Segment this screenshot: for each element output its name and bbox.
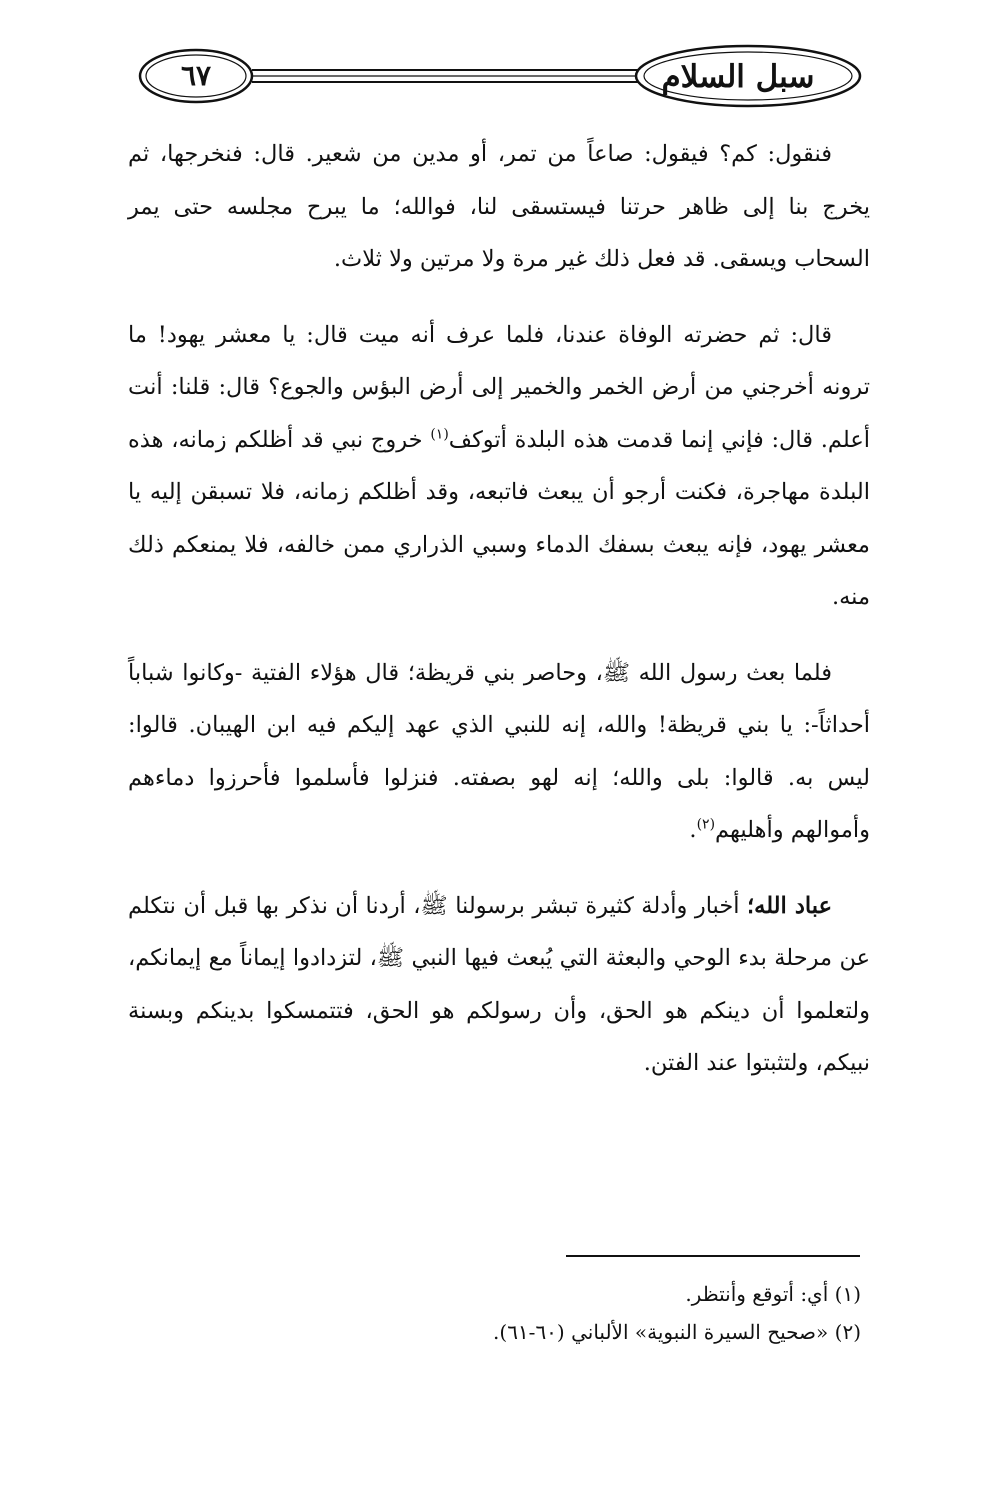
paragraph-text: قال: ثم حضرته الوفاة عندنا، فلما عرف أنه ميت قال: يا معشر يهود! ما ترونه أخرجني من أرض الخمر والخمير إلى أرض البؤس والجوع؟ قال: قلنا: أنت أعلم. قال: فإني إنما قدمت هذه البلدة أتوكف (128, 321, 870, 453)
paragraph: فنقول: كم؟ فيقول: صاعاً من تمر، أو مدين من شعير. قال: فنخرجها، ثم يخرج بنا إلى ظاهر حرتنا فيستسقى لنا، فوالله؛ ما يبرح مجلسه حتى يمر السحاب ويسقى. قد فعل ذلك غير مرة ولا مرتين ولا ثلاث. (128, 141, 870, 272)
body-text (128, 128, 870, 1113)
book-title: سبل السلام (661, 59, 815, 95)
footnotes (128, 1275, 861, 1351)
paragraph (128, 309, 870, 624)
paragraph-text: أخبار وأدلة كثيرة تبشر برسولنا ﷺ، أردنا أن نذكر بها قبل أن نتكلم عن مرحلة بدء الوحي والبعثة التي يُبعث فيها النبي ﷺ، لتزدادوا إيماناً مع إيمانكم، ولتعلموا أن دينكم هو الحق، وأن رسولكم هو الحق، فتتمسكوا بدينكم وبسنة نبيكم، ولتثبتوا عند الفتن. (128, 892, 870, 1076)
footnote-reference: (١) (430, 426, 449, 442)
paragraph-lead: عباد الله؛ (746, 892, 832, 919)
footnote-divider (566, 1255, 860, 1257)
page-number: ٦٧ (180, 59, 212, 92)
footnote-reference: (٢) (696, 816, 716, 833)
footnote: (١) أي: أتوقع وأنتظر. (685, 1282, 861, 1306)
paragraph (128, 880, 870, 1090)
footnote: (٢) «صحيح السيرة النبوية» الألباني (٦٠-٦١). (493, 1320, 861, 1344)
paragraph (128, 647, 870, 857)
paragraph-text: . (689, 817, 697, 843)
page-header (130, 42, 870, 112)
paragraph-text: فلما بعث رسول الله ﷺ، وحاصر بني قريظة؛ قال هؤلاء الفتية -وكانوا شباباً أحداثاً-: يا بني قريظة! والله، إنه للنبي الذي عهد إليكم فيه ابن الهيبان. قالوا: ليس به. قالوا: بلى والله؛ إنه لهو بصفته. فنزلوا فأسلموا فأحرزوا دماءهم وأموالهم وأهليهم (128, 659, 870, 843)
paragraph-text: خروج نبي قد أظلكم زمانه، هذه البلدة مهاجرة، فكنت أرجو أن يبعث فاتبعه، وقد أظلكم زمانه، فلا تسبقن إليه يا معشر يهود، فإنه يبعث بسفك الدماء وسبي الذراري ممن خالفه، فلا يمنعكم ذلك منه. (128, 426, 870, 610)
